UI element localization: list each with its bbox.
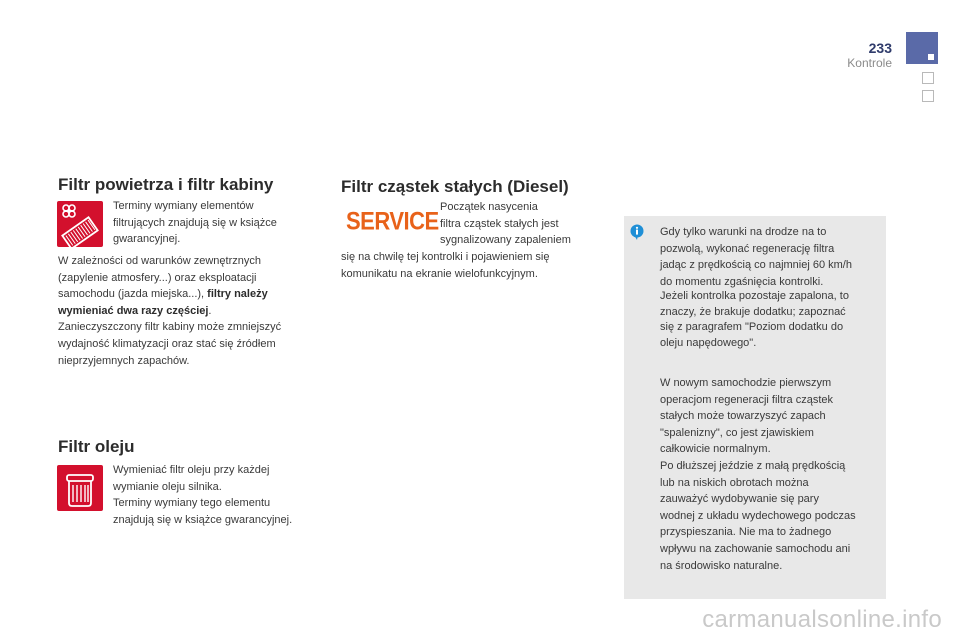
particle-filter-body: się na chwilę tej kontrolki i pojawieniem się komunikatu na ekranie wielofunkcyjnym. xyxy=(341,251,550,280)
info-paragraph-1b: Jeżeli kontrolka pozostaje zapalona, to znaczy, że brakuje dodatku; zapoznać się z paragrafem "Poziom dodatku do oleju napędowego". xyxy=(660,290,849,349)
info-paragraph-1: Gdy tylko warunki na drodze na to pozwolą, wykonać regenerację filtra jadąc z prędkością co najmniej 60 km/h do momentu zgaśnięcia kontrolki. xyxy=(660,226,852,288)
particle-filter-intro: Początek nasycenia filtra cząstek stałych jest sygnalizowany zapaleniem xyxy=(440,201,571,247)
air-filter-intro: Terminy wymiany elementów filtrujących znajdują się w książce gwarancyjnej. xyxy=(113,200,277,246)
section-tab-3[interactable] xyxy=(922,90,934,102)
section-tab-active[interactable] xyxy=(906,32,938,64)
tab-marker-icon xyxy=(928,54,934,60)
service-warning-icon: SERVICE xyxy=(346,206,439,236)
air-filter-title: Filtr powietrza i filtr kabiny xyxy=(58,175,274,194)
section-tab-2[interactable] xyxy=(922,72,934,84)
info-paragraph-2: W nowym samochodzie pierwszym operacjom regeneracji filtra cząstek stałych może towarzyszyć zapach "spalenizny", co jest zjawiskiem całkowicie normalnym. Po dłuższej jeździe z małą prędkością lub na niskich obrotach można zauważyć wydobywanie się pary wodnej z układu wydechowego podczas przyspieszania. Nie ma to żadnego wpływu na zachowanie samochodu ani na środowisko naturalne. xyxy=(660,377,856,572)
section-name: Kontrole xyxy=(847,56,892,70)
oil-filter-title: Filtr oleju xyxy=(58,437,135,456)
oil-filter-text: Wymieniać filtr oleju przy każdej wymianie oleju silnika. Terminy wymiany tego elementu znajdują się w książce gwarancyjnej. xyxy=(113,464,293,526)
air-filter-icon xyxy=(57,201,103,247)
info-icon xyxy=(630,224,644,240)
watermark: carmanualsonline.info xyxy=(702,606,942,633)
air-filter-body: W zależności od warunków zewnętrznych (zapylenie atmosfery...) oraz eksploatacji samochodu (jazda miejska...), filtry należy wymieniać dwa razy częściej. Zanieczyszczony filtr kabiny może zmniejszyć wydajność klimatyzacji oraz stać się źródłem nieprzyjemnych zapachów. xyxy=(58,255,282,367)
oil-filter-icon xyxy=(57,465,103,511)
particle-filter-title: Filtr cząstek stałych (Diesel) xyxy=(341,177,569,196)
page-number: 233 xyxy=(868,40,892,56)
